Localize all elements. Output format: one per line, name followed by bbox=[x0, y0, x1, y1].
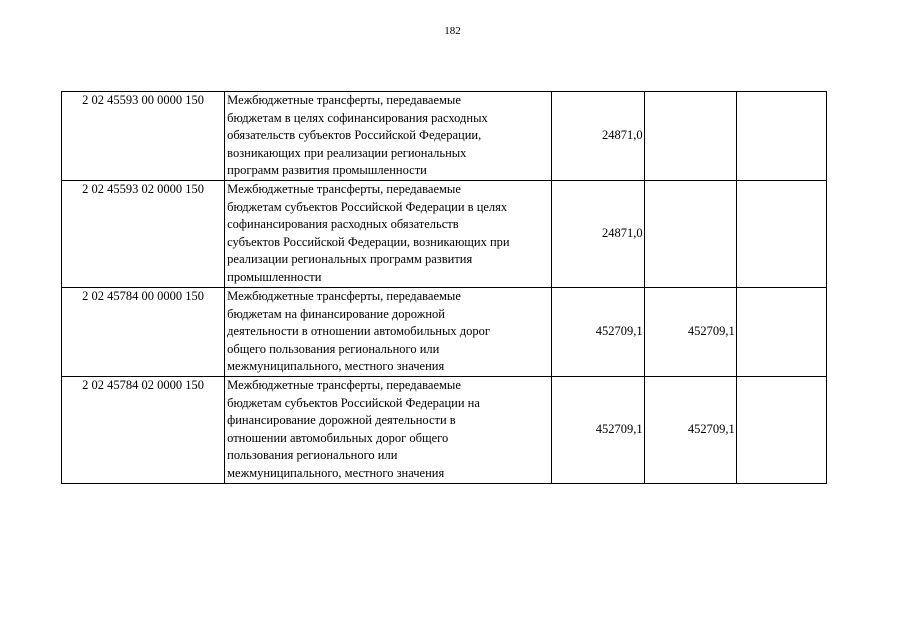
description-line: пользования регионального или bbox=[227, 448, 398, 462]
amount-cell-col4 bbox=[644, 181, 736, 288]
amount-cell-col3: 452709,1 bbox=[552, 377, 644, 484]
description-line: возникающих при реализации региональных bbox=[227, 145, 467, 160]
description-line: бюджетам на финансирование дорожной bbox=[227, 306, 445, 321]
description-line: Межбюджетные трансферты, передаваемые bbox=[227, 182, 461, 196]
description-line: бюджетам субъектов Российской Федерации на bbox=[227, 395, 480, 410]
amount-cell-col4: 452709,1 bbox=[644, 377, 736, 484]
table-row bbox=[62, 181, 827, 288]
description-cell bbox=[225, 288, 552, 377]
description-cell bbox=[225, 92, 552, 181]
description-line: межмуниципального, местного значения bbox=[227, 465, 445, 480]
description-line: межмуниципального, местного значения bbox=[227, 359, 445, 373]
budget-code-cell: 2 02 45784 02 0000 150 bbox=[62, 377, 225, 484]
amount-cell-col5 bbox=[736, 288, 826, 377]
description-line: Межбюджетные трансферты, передаваемые bbox=[227, 93, 461, 107]
amount-cell-col4: 452709,1 bbox=[644, 288, 736, 377]
description-line: Межбюджетные трансферты, передаваемые bbox=[227, 289, 461, 303]
table-row bbox=[62, 92, 827, 181]
budget-table bbox=[61, 91, 827, 484]
description-line: отношении автомобильных дорог общего bbox=[227, 430, 449, 445]
description-line: бюджетам субъектов Российской Федерации в целях bbox=[227, 199, 508, 214]
amount-cell-col3: 452709,1 bbox=[552, 288, 644, 377]
amount-cell-col5 bbox=[736, 181, 826, 288]
table-row bbox=[62, 377, 827, 484]
description-line: деятельности в отношении автомобильных дорог bbox=[227, 324, 490, 338]
budget-code-cell: 2 02 45593 00 0000 150 bbox=[62, 92, 225, 181]
description-line: обязательств субъектов Российской Федерации, bbox=[227, 128, 482, 142]
description-line: софинансирования расходных обязательств bbox=[227, 217, 459, 231]
description-line: программ развития промышленности bbox=[227, 163, 427, 177]
budget-code-cell: 2 02 45784 00 0000 150 bbox=[62, 288, 225, 377]
description-line: Межбюджетные трансферты, передаваемые bbox=[227, 378, 461, 392]
description-line: финансирование дорожной деятельности в bbox=[227, 413, 456, 427]
description-line: промышленности bbox=[227, 269, 322, 284]
amount-cell-col3: 24871,0 bbox=[552, 92, 644, 181]
budget-code-cell: 2 02 45593 02 0000 150 bbox=[62, 181, 225, 288]
description-line: субъектов Российской Федерации, возникающих при bbox=[227, 234, 510, 249]
table-row bbox=[62, 288, 827, 377]
amount-cell-col4 bbox=[644, 92, 736, 181]
page-number: 182 bbox=[444, 25, 461, 37]
description-line: бюджетам в целях софинансирования расходных bbox=[227, 110, 488, 125]
amount-cell-col5 bbox=[736, 92, 826, 181]
amount-cell-col3: 24871,0 bbox=[552, 181, 644, 288]
description-line: общего пользования регионального или bbox=[227, 341, 440, 356]
description-line: реализации региональных программ развития bbox=[227, 252, 473, 266]
description-cell bbox=[225, 377, 552, 484]
amount-cell-col5 bbox=[736, 377, 826, 484]
description-cell bbox=[225, 181, 552, 288]
